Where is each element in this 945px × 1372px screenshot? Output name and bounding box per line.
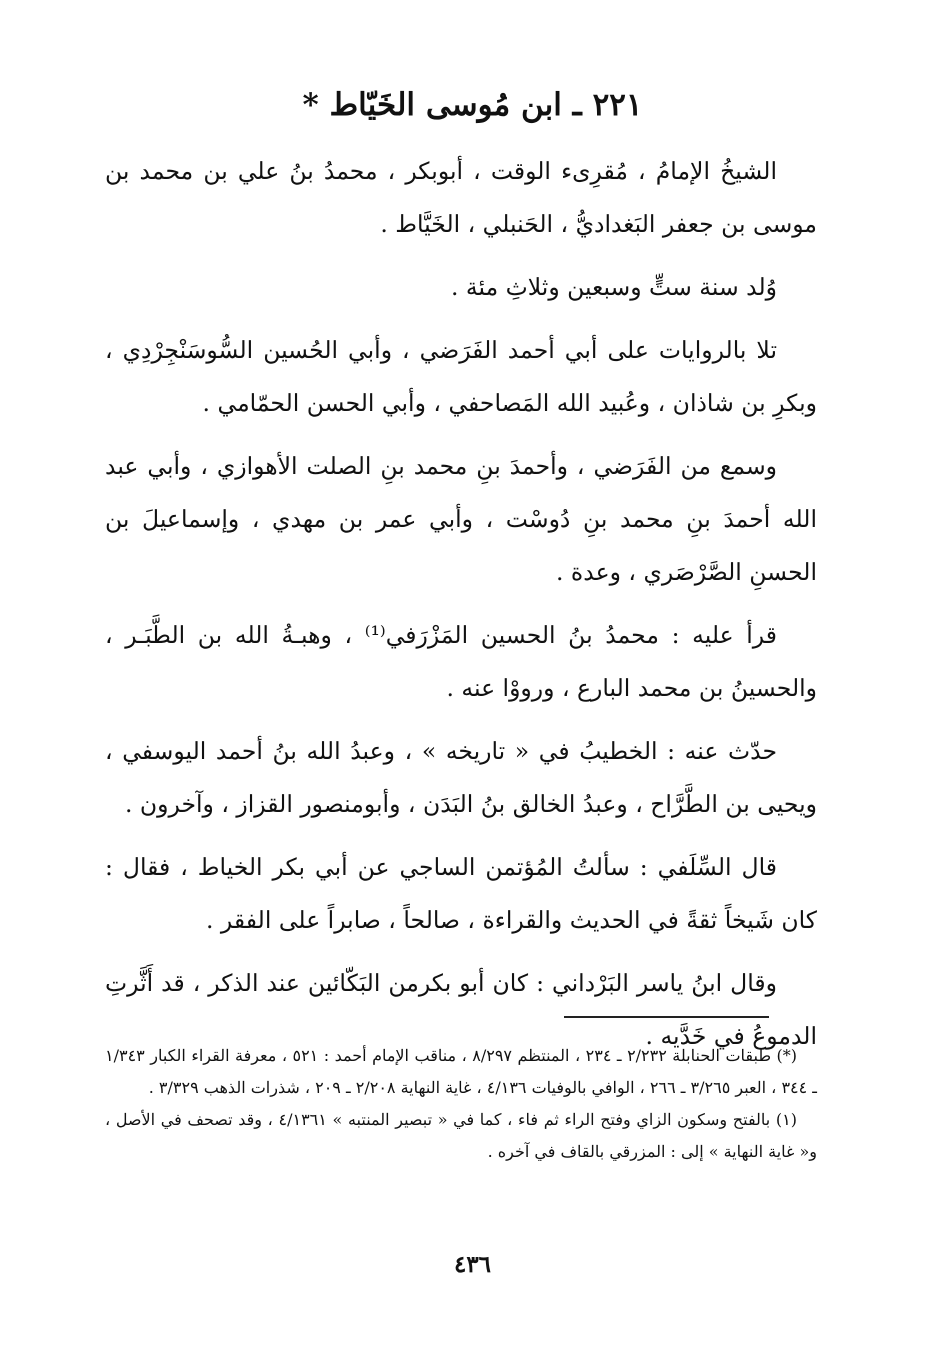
- paragraph-recitation: تلا بالروايات على أبي أحمد الفَرَضي ، وأبي الحُسين السُّوسَنْجِرْدِي ، وبكرِ بن شاذان ، وعُبيد الله المَصاحفي ، وأبي الحسن الحمّامي .: [105, 336, 817, 417]
- paragraph-students: قرأ عليه : محمدُ بنُ الحسين المَزْرَفي⁽¹⁾ ، وهبـةُ الله بن الطَّبَـر ، والحسينُ بن محمد البارع ، ورووْا عنه .: [105, 621, 817, 702]
- paragraph-birth: وُلد سنة ستٍّ وسبعين وثلاثِ مئة .: [450, 273, 777, 301]
- paragraph-narrators: حدّث عنه : الخطيبُ في « تاريخه » ، وعبدُ الله بنُ أحمد اليوسفي ، ويحيى بن الطَّرَّاح ، وعبدُ الخالق بنُ البَدَن ، وأبومنصور القزاز ، وآخرون .: [105, 737, 817, 818]
- paragraph-silafi-quote: قال السِّلَفي : سألتُ المُؤتمن الساجي عن أبي بكر الخياط ، فقال : كان شَيخاً ثقةً في الحديث والقراءة ، صالحاً ، صابراً على الفقر .: [105, 853, 817, 934]
- footnotes: [105, 1040, 817, 1168]
- paragraph-lineage: الشيخُ الإمامُ ، مُقرِىء الوقت ، أبوبكر ، محمدُ بنُ علي بن محمد بن موسى بن جعفر البَغداديُّ ، الحَنبلي ، الخَيَّاط .: [105, 157, 817, 238]
- paragraph-bardani-quote: وقال ابنُ ياسر البَرْداني : كان أبو بكرمن البَكّائين عند الذكر ، قد أَثَّرتِ الدموعُ في خَدَّيه .: [105, 969, 817, 1050]
- footnote-sources: (*) طبقات الحنابلة ٢/٢٣٢ ـ ٢٣٤ ، المنتظم ٨/٢٩٧ ، مناقب الإمام أحمد : ٥٢١ ، معرفة القراء الكبار ١/٣٤٣ ـ ٣٤٤ ، العبر ٣/٢٦٥ ـ ٢٦٦ ، الوافي بالوفيات ٤/١٣٦ ، غاية النهاية ٢/٢٠٨ ـ ٢٠٩ ، شذرات الذهب ٣/٣٢٩ .: [105, 1046, 817, 1097]
- entry-body: [105, 145, 817, 1073]
- page-number: ٤٣٦: [453, 1251, 492, 1278]
- entry-title: ٢٢١ ـ ابن مُوسى الخَيّاط *: [302, 87, 643, 123]
- paragraph-hearing: وسمع من الفَرَضي ، وأحمدَ بنِ محمد بنِ الصلت الأهوازي ، وأبي عبد الله أحمدَ بنِ محمد بنِ دُوسْت ، وأبي عمر بن مهدي ، وإسماعيلَ بن الحسنِ الصَّرْصَري ، وعدة .: [105, 452, 817, 586]
- footnote-1: (١) بالفتح وسكون الزاي وفتح الراء ثم فاء ، كما في « تبصير المنتبه » ٤/١٣٦١ ، وقد تصحف في الأصل ، و« غاية النهاية » إلى : المزرقي بالقاف في آخره .: [105, 1110, 817, 1161]
- footnote-separator: [564, 1016, 769, 1018]
